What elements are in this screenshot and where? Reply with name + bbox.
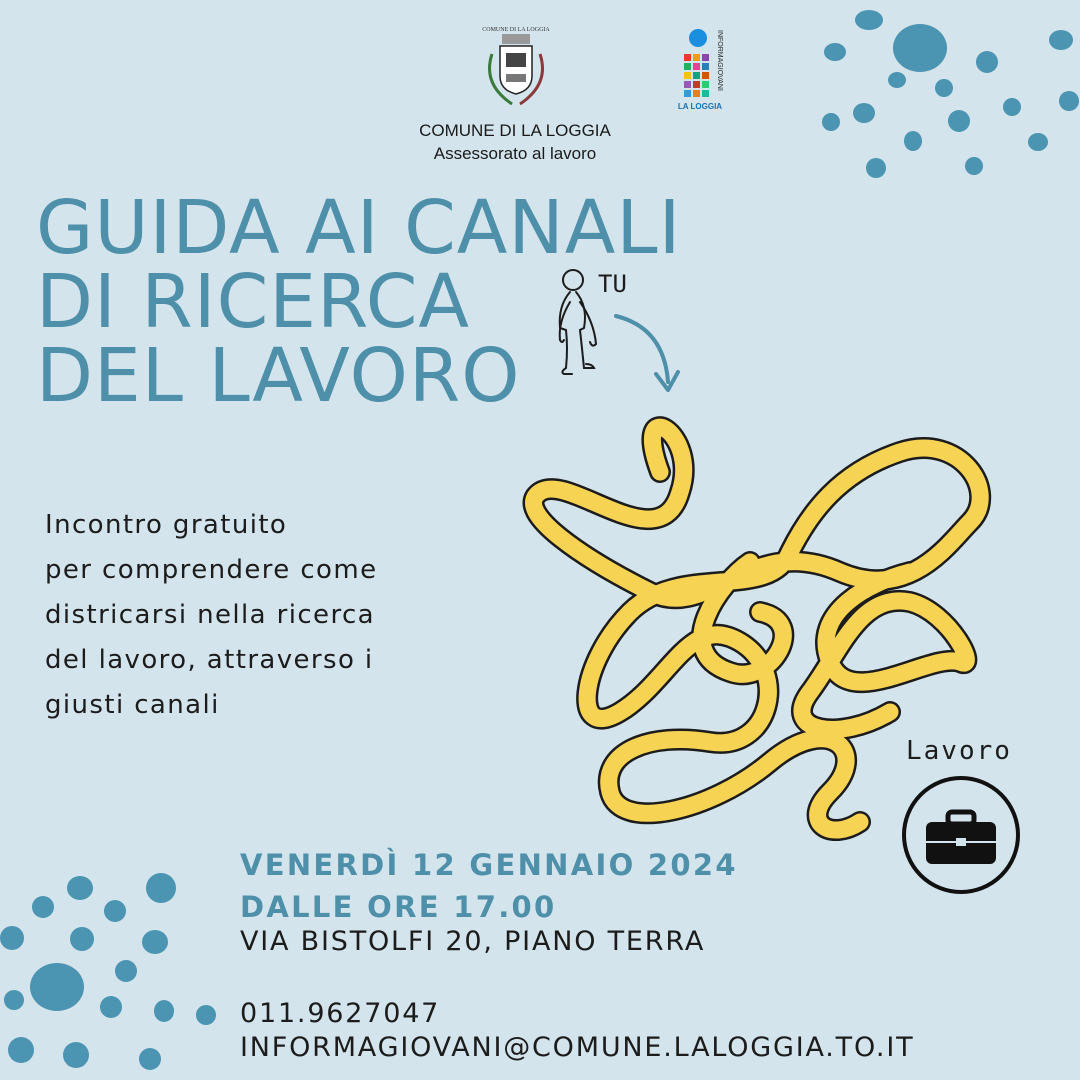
informagiovani-logo-icon xyxy=(676,26,740,114)
decorative-dots-top-right xyxy=(800,0,1080,200)
header-subtitle: Assessorato al lavoro xyxy=(433,144,597,163)
event-date: VENERDÌ 12 GENNAIO 2024 xyxy=(240,848,738,882)
stick-figure-icon xyxy=(550,262,700,412)
svg-text:LA LOGGIA: LA LOGGIA xyxy=(677,102,723,111)
svg-text:TU: TU xyxy=(598,270,627,298)
svg-text:INFORMAGIOVANI: INFORMAGIOVANI xyxy=(716,30,723,91)
contact-email[interactable]: INFORMAGIOVANI@COMUNE.LALOGGIA.TO.IT xyxy=(240,1032,915,1063)
description-line-5: giusti canali xyxy=(45,690,220,720)
description-line-1: Incontro gratuito xyxy=(45,510,288,540)
event-address: VIA BISTOLFI 20, PIANO TERRA xyxy=(240,926,706,957)
header-title: COMUNE DI LA LOGGIA xyxy=(419,121,611,140)
municipal-crest-icon xyxy=(478,20,554,120)
contact-phone[interactable]: 011.9627047 xyxy=(240,998,441,1029)
event-time: DALLE ORE 17.00 xyxy=(240,890,557,924)
decorative-dots-bottom-left xyxy=(0,860,220,1080)
svg-text:COMUNE DI LA LOGGIA: COMUNE DI LA LOGGIA xyxy=(482,27,550,33)
description-line-2: per comprendere come xyxy=(45,555,378,585)
headline-line-3: DEL LAVORO xyxy=(36,333,521,419)
goal-label: Lavoro xyxy=(906,736,1012,766)
description-line-4: del lavoro, attraverso i xyxy=(45,645,374,675)
briefcase-icon xyxy=(900,774,1022,896)
headline-line-1: GUIDA AI CANALI xyxy=(36,185,682,271)
headline-line-2: DI RICERCA xyxy=(36,259,471,345)
description-line-3: districarsi nella ricerca xyxy=(45,600,376,630)
